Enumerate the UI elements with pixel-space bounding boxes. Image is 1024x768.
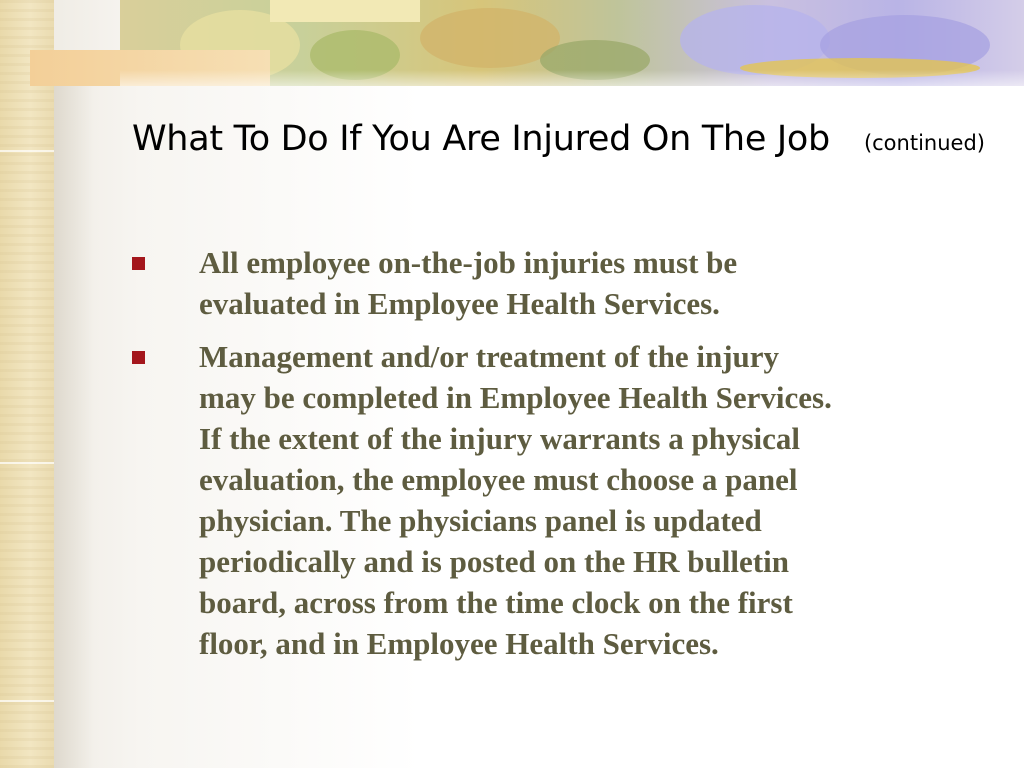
leaf-shape (420, 8, 560, 68)
slide-title-suffix: (continued) (863, 131, 985, 155)
slide-title-text: What To Do If You Are Injured On The Job (132, 119, 830, 159)
banner-tan-block (270, 0, 420, 22)
strip-seam (0, 700, 54, 702)
slide-title (132, 108, 992, 174)
square-bullet-icon (132, 351, 145, 364)
bullet-item (132, 336, 992, 664)
square-bullet-icon (132, 257, 145, 270)
strip-seam (0, 150, 54, 152)
side-parchment-strip (0, 0, 54, 768)
bullet-list (132, 242, 992, 676)
side-shadow (54, 80, 94, 768)
bullet-text: All employee on-the-job injuries must be evaluated in Employee Health Services. (199, 245, 738, 321)
bullet-text: Management and/or treatment of the injury may be completed in Employee Health Services. If the extent of the injury warrants a physical evaluation, the employee must choose a panel physician. The physicians panel is updated periodically and is posted on the HR bulletin board, across from the time clock on the first floor, and in Employee Health Services. (199, 339, 832, 661)
strip-seam (0, 462, 54, 464)
banner-fade (120, 70, 1024, 86)
decorative-banner (120, 0, 1024, 86)
bullet-item (132, 242, 992, 324)
